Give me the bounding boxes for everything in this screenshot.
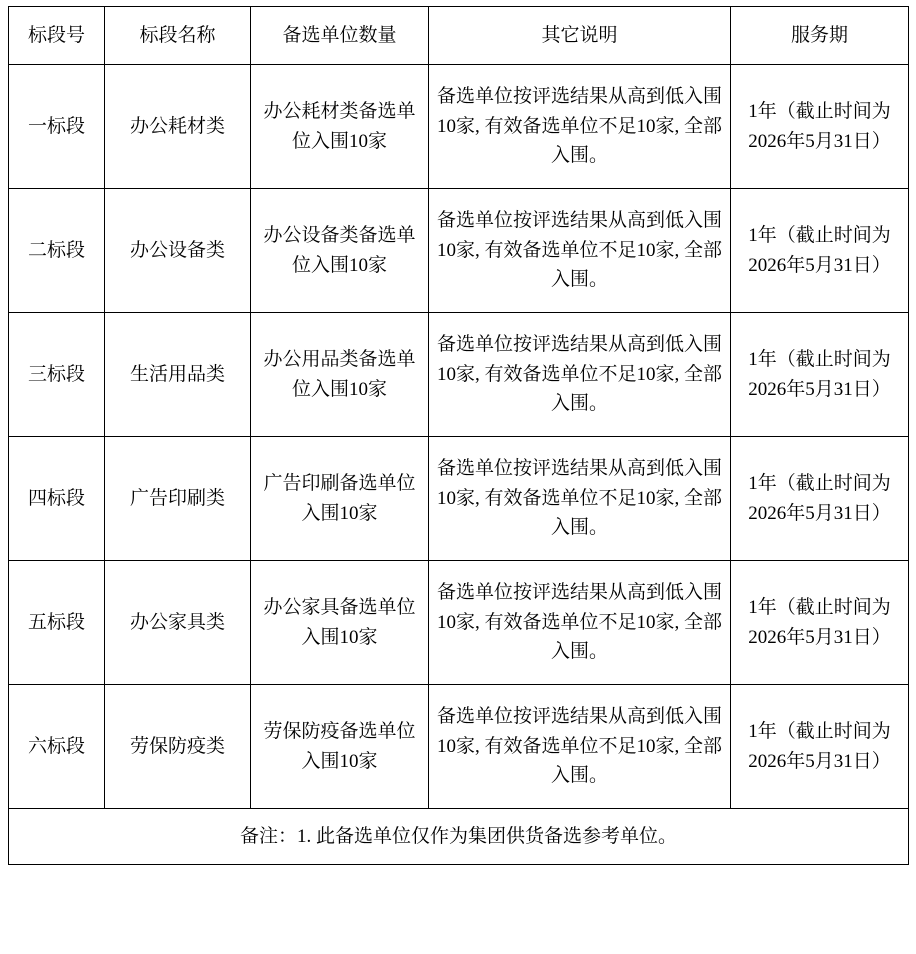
- cell-other-notes: 备选单位按评选结果从高到低入围10家, 有效备选单位不足10家, 全部入围。: [429, 65, 731, 189]
- cell-candidate-count: 劳保防疫备选单位入围10家: [251, 685, 429, 809]
- cell-other-notes: 备选单位按评选结果从高到低入围10家, 有效备选单位不足10家, 全部入围。: [429, 561, 731, 685]
- cell-candidate-count: 办公用品类备选单位入围10家: [251, 313, 429, 437]
- cell-service-term: 1年（截止时间为2026年5月31日）: [731, 65, 909, 189]
- cell-other-notes: 备选单位按评选结果从高到低入围10家, 有效备选单位不足10家, 全部入围。: [429, 437, 731, 561]
- column-header-candidate-count: 备选单位数量: [251, 7, 429, 65]
- table-row: [9, 65, 909, 189]
- cell-service-term: 1年（截止时间为2026年5月31日）: [731, 189, 909, 313]
- table-note-row: [9, 809, 909, 865]
- table-note: 备注：1. 此备选单位仅作为集团供货备选参考单位。: [9, 809, 909, 865]
- cell-bid-no: 四标段: [9, 437, 105, 561]
- cell-other-notes: 备选单位按评选结果从高到低入围10家, 有效备选单位不足10家, 全部入围。: [429, 313, 731, 437]
- cell-bid-name: 办公耗材类: [105, 65, 251, 189]
- column-header-other-notes: 其它说明: [429, 7, 731, 65]
- table-body: [9, 65, 909, 865]
- cell-service-term: 1年（截止时间为2026年5月31日）: [731, 685, 909, 809]
- table-row: [9, 189, 909, 313]
- cell-other-notes: 备选单位按评选结果从高到低入围10家, 有效备选单位不足10家, 全部入围。: [429, 685, 731, 809]
- cell-service-term: 1年（截止时间为2026年5月31日）: [731, 313, 909, 437]
- cell-other-notes: 备选单位按评选结果从高到低入围10家, 有效备选单位不足10家, 全部入围。: [429, 189, 731, 313]
- table-row: [9, 313, 909, 437]
- cell-candidate-count: 广告印刷备选单位入围10家: [251, 437, 429, 561]
- cell-bid-name: 生活用品类: [105, 313, 251, 437]
- cell-bid-name: 广告印刷类: [105, 437, 251, 561]
- table-header: [9, 7, 909, 65]
- column-header-bid-no: 标段号: [9, 7, 105, 65]
- cell-candidate-count: 办公耗材类备选单位入围10家: [251, 65, 429, 189]
- column-header-bid-name: 标段名称: [105, 7, 251, 65]
- table-row: [9, 561, 909, 685]
- column-header-service-term: 服务期: [731, 7, 909, 65]
- cell-bid-no: 六标段: [9, 685, 105, 809]
- cell-service-term: 1年（截止时间为2026年5月31日）: [731, 561, 909, 685]
- table-row: [9, 437, 909, 561]
- table-header-row: [9, 7, 909, 65]
- cell-service-term: 1年（截止时间为2026年5月31日）: [731, 437, 909, 561]
- cell-candidate-count: 办公设备类备选单位入围10家: [251, 189, 429, 313]
- cell-bid-no: 五标段: [9, 561, 105, 685]
- cell-bid-name: 办公设备类: [105, 189, 251, 313]
- cell-candidate-count: 办公家具备选单位入围10家: [251, 561, 429, 685]
- table-row: [9, 685, 909, 809]
- bid-section-table: [8, 6, 909, 865]
- cell-bid-no: 三标段: [9, 313, 105, 437]
- cell-bid-no: 一标段: [9, 65, 105, 189]
- cell-bid-no: 二标段: [9, 189, 105, 313]
- cell-bid-name: 劳保防疫类: [105, 685, 251, 809]
- cell-bid-name: 办公家具类: [105, 561, 251, 685]
